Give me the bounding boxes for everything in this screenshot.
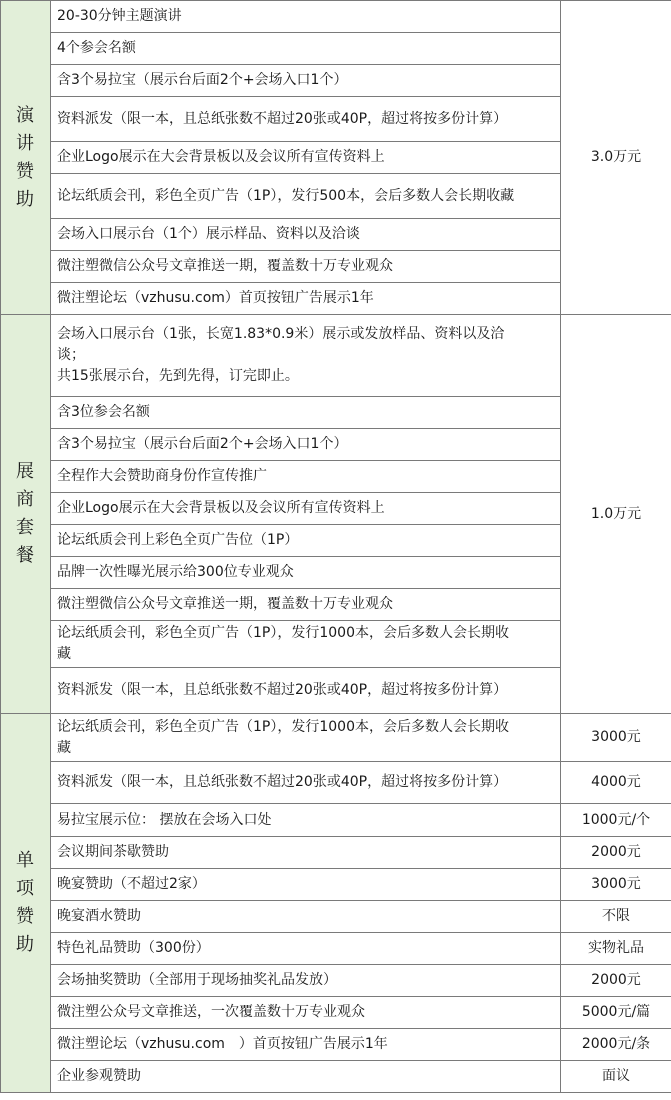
item-text: 4个参会名额 [57, 40, 136, 56]
item-cell [51, 251, 561, 283]
item-cell [51, 997, 561, 1029]
category-char: 项 [16, 878, 35, 899]
item-text: 论坛纸质会刊上彩色全页广告位（1P） [57, 532, 299, 548]
item-text: 微注塑微信公众号文章推送一期，覆盖数十万专业观众 [57, 596, 393, 612]
category-char: 助 [16, 934, 35, 955]
item-text: 藏 [57, 646, 71, 662]
price-cell: 2000元 [561, 837, 671, 869]
item-cell [51, 714, 561, 762]
category-char: 商 [16, 489, 35, 510]
item-text: 会场抽奖赞助（全部用于现场抽奖礼品发放） [57, 972, 337, 988]
item-cell [51, 525, 561, 557]
price-cell: 3000元 [561, 869, 671, 901]
item-text: 晚宴赞助（不超过2家） [57, 876, 206, 892]
table-row [1, 804, 671, 837]
item-text: 20-30分钟主题演讲 [57, 8, 182, 24]
table-row [1, 315, 671, 397]
item-cell [51, 142, 561, 174]
item-text: 资料派发（限一本，且总纸张数不超过20张或40P，超过将按多份计算） [57, 774, 508, 790]
table-row [1, 837, 671, 869]
item-text: 论坛纸质会刊，彩色全页广告（1P），发行1000本，会后多数人会长期收 [57, 718, 509, 735]
price-cell: 2000元 [561, 965, 671, 997]
item-cell [51, 1, 561, 33]
table-row [1, 933, 671, 965]
price-cell: 5000元/篇 [561, 997, 671, 1029]
item-cell [51, 668, 561, 714]
item-text: 微注塑论坛（vzhusu.com）首页按钮广告展示1年 [57, 290, 374, 306]
item-text: 含3个易拉宝（展示台后面2个+会场入口1个） [57, 436, 348, 452]
item-text: 含3位参会名额 [57, 404, 150, 420]
category-char: 单 [16, 850, 35, 871]
item-cell [51, 429, 561, 461]
item-cell [51, 901, 561, 933]
item-text: 共15张展示台，先到先得，订完即止。 [57, 368, 299, 384]
price-cell: 不限 [561, 901, 671, 933]
item-text: 会议期间茶歇赞助 [57, 844, 169, 860]
category-char: 餐 [16, 545, 35, 566]
table-row [1, 965, 671, 997]
item-text: 品牌一次性曝光展示给300位专业观众 [57, 564, 294, 580]
item-text: 会场入口展示台（1个）展示样品、资料以及洽谈 [57, 226, 360, 242]
item-text: 资料派发（限一本，且总纸张数不超过20张或40P，超过将按多份计算） [57, 110, 508, 127]
table-row [1, 1, 671, 33]
item-text: 论坛纸质会刊，彩色全页广告（1P），发行1000本，会后多数人会长期收 [57, 625, 509, 641]
category-char: 展 [16, 461, 35, 482]
table-row [1, 1061, 671, 1093]
price-cell: 1.0万元 [561, 315, 671, 714]
item-cell [51, 283, 561, 315]
price-cell: 3000元 [561, 714, 671, 762]
item-cell [51, 33, 561, 65]
item-text: 全程作大会赞助商身份作宣传推广 [57, 468, 267, 484]
price-cell: 2000元/条 [561, 1029, 671, 1061]
item-cell [51, 174, 561, 219]
item-cell [51, 804, 561, 837]
category-char: 讲 [16, 132, 35, 154]
item-cell [51, 493, 561, 525]
item-cell [51, 869, 561, 901]
item-cell [51, 589, 561, 621]
item-text: 微注塑论坛（vzhusu.com ）首页按钮广告展示1年 [57, 1036, 388, 1052]
table-row [1, 869, 671, 901]
item-cell [51, 315, 561, 397]
item-text: 含3个易拉宝（展示台后面2个+会场入口1个） [57, 72, 348, 88]
item-text: 微注塑公众号文章推送，一次覆盖数十万专业观众 [57, 1004, 365, 1020]
item-cell [51, 965, 561, 997]
category-char: 演 [16, 104, 35, 126]
category-cell [1, 714, 51, 1093]
item-text: 易拉宝展示位： 摆放在会场入口处 [57, 811, 272, 828]
item-text: 企业Logo展示在大会背景板以及会议所有宣传资料上 [57, 500, 385, 516]
table-row [1, 1029, 671, 1061]
category-char: 赞 [16, 906, 35, 927]
item-text: 会场入口展示台（1张，长宽1.83*0.9米）展示或发放样品、资料以及洽 [57, 326, 505, 342]
item-text: 企业Logo展示在大会背景板以及会议所有宣传资料上 [57, 149, 385, 165]
item-text: 谈； [57, 347, 85, 363]
item-cell [51, 397, 561, 429]
item-cell [51, 557, 561, 589]
item-cell [51, 65, 561, 97]
item-text: 特色礼品赞助（300份） [57, 940, 210, 956]
category-cell [1, 315, 51, 714]
item-cell [51, 461, 561, 493]
price-cell: 实物礼品 [561, 933, 671, 965]
price-cell: 1000元/个 [561, 804, 671, 837]
item-cell [51, 933, 561, 965]
item-cell [51, 1029, 561, 1061]
item-text: 企业参观赞助 [57, 1068, 141, 1084]
price-cell: 4000元 [561, 762, 671, 804]
item-cell [51, 1061, 561, 1093]
table-row [1, 997, 671, 1029]
category-char: 套 [16, 517, 35, 538]
item-cell [51, 219, 561, 251]
table-row [1, 714, 671, 762]
table-row [1, 762, 671, 804]
item-cell [51, 97, 561, 142]
item-text: 微注塑微信公众号文章推送一期，覆盖数十万专业观众 [57, 258, 393, 274]
category-cell [1, 1, 51, 315]
item-text: 晚宴酒水赞助 [57, 908, 141, 924]
price-cell: 面议 [561, 1061, 671, 1093]
item-cell [51, 621, 561, 668]
category-char: 赞 [16, 160, 35, 182]
table-row [1, 901, 671, 933]
item-text: 资料派发（限一本，且总纸张数不超过20张或40P，超过将按多份计算） [57, 682, 508, 698]
price-cell: 3.0万元 [561, 1, 671, 315]
item-cell [51, 762, 561, 804]
item-text: 论坛纸质会刊，彩色全页广告（1P），发行500本，会后多数人会长期收藏 [57, 187, 515, 204]
item-cell [51, 837, 561, 869]
item-text: 藏 [57, 739, 71, 756]
category-char: 助 [16, 188, 35, 210]
